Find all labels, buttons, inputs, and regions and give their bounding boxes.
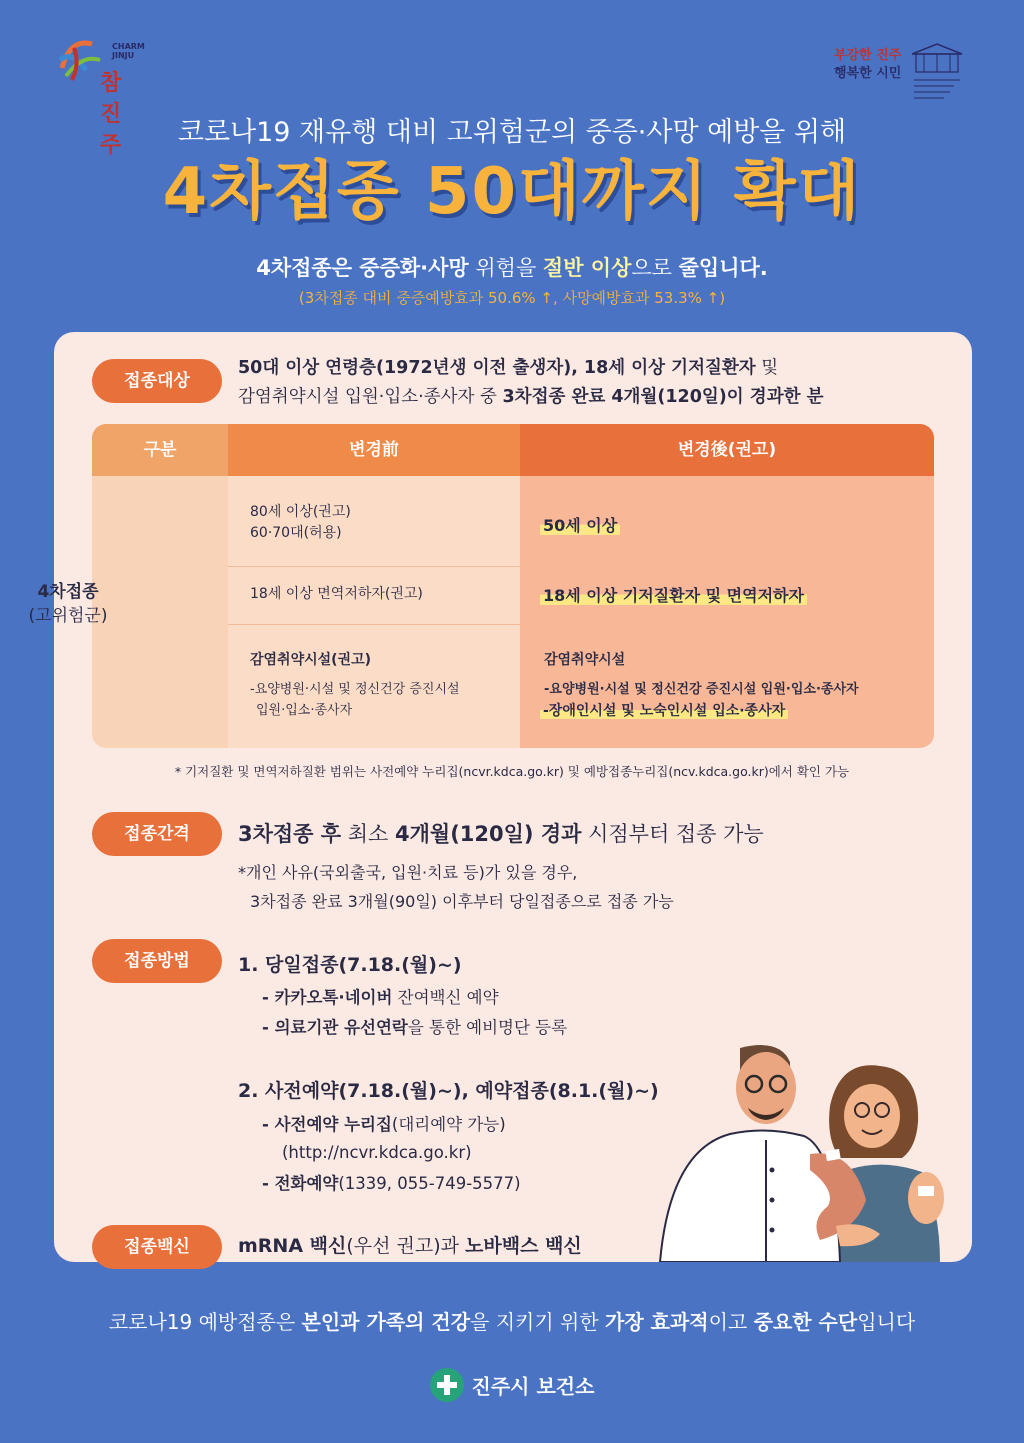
row1-before [250,502,351,544]
medical-cross-icon [430,1368,464,1402]
method-item-2-text: 을 통한 예비명단 등록 [407,1018,568,1037]
method-item-2-bold: - 의료기관 유선연락 [262,1018,408,1037]
row3-after-item2-text: -장애인시설 및 노숙인시설 입소·종사자 [540,703,788,719]
table-header-before: 변경前 [228,424,520,476]
main-title: 4차접종 50대까지 확대 [162,155,862,229]
row3-before-item2: 입원·입소·종사자 [256,703,353,718]
method-item-4-bold: - 전화예약 [262,1174,339,1193]
target-line2-pre: 감염취약시설 입원·입소·종사자 중 [238,387,503,407]
vaccine-bold1: mRNA 백신 [238,1235,347,1257]
slogan-line2: 행복한 시민 [834,66,902,81]
row3-after-item1: -요양병원·시설 및 정신건강 증진시설 입원·입소·종사자 [544,682,859,697]
vaccine-text [238,1231,582,1258]
category-line2: (고위험군) [28,606,108,626]
method-heading-2: 2. 사전예약(7.18.(월)~), 예약접종(8.1.(월)~) [238,1080,659,1102]
table-header-category: 구분 [92,424,228,476]
method-item-2 [262,1014,567,1042]
intro-highlight: 절반 이상 [542,256,632,280]
closing-message [0,1306,1024,1335]
row1-before-line2: 60·70대(허용) [250,525,342,541]
intro-bold-e: 줄입니다. [678,256,768,280]
section-label-target: 접종대상 [92,359,222,403]
logo-small-text: CHARM JINJU [112,42,145,60]
logo-name: 참진주 [100,71,122,158]
jinju-city-logo [52,30,145,158]
row3-before-item1: -요양병원·시설 및 정신건강 증진시설 [250,682,460,697]
health-center-logo [0,1368,1024,1402]
interval-main [238,818,764,848]
closing-bold1: 본인과 가족의 건강 [301,1310,471,1334]
interval-note-line1: *개인 사유(국외출국, 입원·치료 등)가 있을 경우, [238,863,578,882]
row3-before-head-text: 감염취약시설(권고) [250,652,371,668]
method-item-3-text: (대리예약 가능) [391,1115,506,1134]
row2-before: 18세 이상 면역저하자(권고) [250,586,423,602]
vaccinated-people-illustration [640,1030,972,1262]
method-item-4-text: (1339, 055-749-5577) [338,1174,521,1193]
closing-bold3: 중요한 수단 [753,1310,858,1334]
section-label-method: 접종방법 [92,939,222,983]
closing-text3: 이고 [708,1310,754,1334]
section-label-interval: 접종간격 [92,812,222,856]
row1-before-line1: 80세 이상(권고) [250,504,351,520]
slogan-logo [834,40,964,104]
table-footnote: * 기저질환 및 면역저하질환 범위는 사전예약 누리집(ncvr.kdca.go.kr) 및 예방접종누리집(ncv.kdca.go.kr)에서 확인 가능 [174,764,850,779]
interval-text1: 최소 [341,822,396,846]
intro-statement [0,252,1024,282]
closing-text1: 코로나19 예방접종은 [108,1310,302,1334]
table-divider [228,624,934,625]
row1-after-text: 50세 이상 [540,516,620,535]
interval-note-line2: 3차접종 완료 3개월(90일) 이후부터 당일접종으로 접종 가능 [250,892,674,911]
section-label-vaccine: 접종백신 [92,1225,222,1269]
row3-after-head [544,650,625,671]
reservation-url[interactable]: (http://ncvr.kdca.go.kr) [282,1143,472,1162]
row3-after-head-text: 감염취약시설 [544,652,626,668]
method-item-1 [262,984,499,1012]
slogan-line1: 부강한 진주 [834,48,902,63]
org-name: 진주시 보건소 [471,1374,595,1399]
closing-text4: 입니다 [857,1310,916,1334]
method-item-3-bold: - 사전예약 누리집 [262,1115,392,1134]
target-line2-bold: 3차접종 완료 4개월(120일)이 경과한 분 [502,387,824,407]
target-line1-rest: 및 [755,358,779,378]
row3-after-item2 [540,700,788,720]
method-item-1-text: 잔여백신 예약 [392,988,499,1007]
intro-text-d: 으로 [631,256,679,280]
method-item-1-bold: - 카카오톡·네이버 [262,988,393,1007]
category-line1: 4차접종 [37,582,99,602]
subtitle: 코로나19 재유행 대비 고위험군의 중증·사망 예방을 위해 [177,117,847,148]
row3-before-head [250,650,371,671]
interval-bold1: 3차접종 후 [238,822,342,846]
intro-text-b: 위험을 [468,256,543,280]
closing-text2: 을 지키기 위한 [470,1310,606,1334]
table-divider [228,566,934,567]
row2-after-text: 18세 이상 기저질환자 및 면역저하자 [540,586,807,605]
effect-note: (3차접종 대비 중증예방효과 50.6% ↑, 사망예방효과 53.3% ↑) [298,289,726,307]
interval-bold2: 4개월(120일) 경과 [395,822,582,846]
vaccine-text1: (우선 권고)과 [346,1235,466,1257]
method-item-3 [262,1111,506,1139]
row2-after [540,583,807,606]
method-item-4 [262,1170,521,1198]
intro-bold-a: 4차접종은 중증화·사망 [256,256,469,280]
vaccine-bold2: 노바백스 백신 [465,1235,582,1257]
table-category-cell [0,580,136,628]
method-heading-1: 1. 당일접종(7.18.(월)~) [238,954,462,976]
target-line1-bold: 50대 이상 연령층(1972년생 이전 출생자), 18세 이상 기저질환자 [238,358,756,378]
unesco-gate-icon [910,40,964,104]
interval-note [238,858,674,916]
row1-after [540,513,620,536]
closing-bold2: 가장 효과적 [605,1310,709,1334]
table-header-after: 변경後(권고) [520,424,934,476]
interval-text2: 시점부터 접종 가능 [581,822,764,846]
target-description [238,354,824,412]
row3-before-items [250,679,460,721]
